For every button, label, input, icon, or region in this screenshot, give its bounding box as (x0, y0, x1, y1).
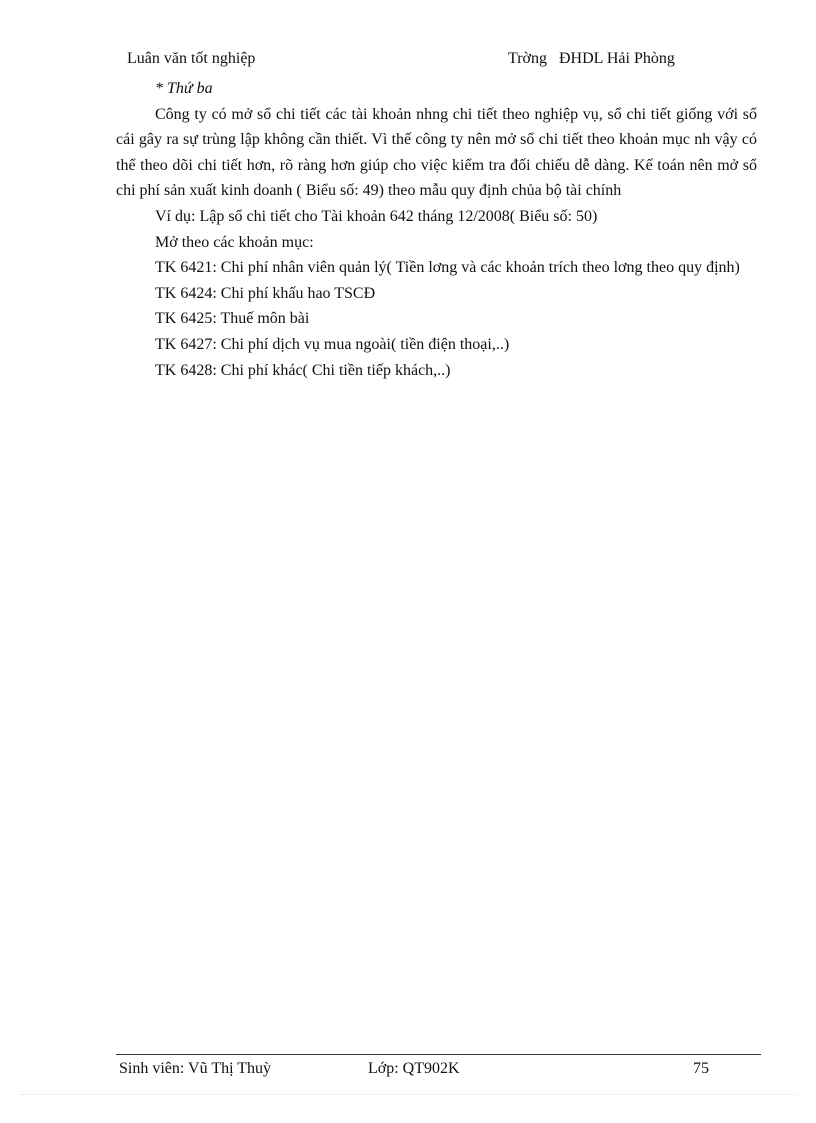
account-item: TK 6427: Chi phí dịch vụ mua ngoài( tiền điện thoại,..) (155, 335, 510, 353)
footer-class: Lớp: QT902K (368, 1060, 460, 1077)
account-item: TK 6424: Chi phí khấu hao TSCĐ (155, 284, 376, 302)
footer-divider (116, 1054, 761, 1055)
page-header-left: Luân văn tốt nghiệp (127, 50, 256, 67)
account-item: TK 6428: Chi phí khác( Chi tiền tiếp khách,..) (155, 361, 451, 379)
footer-student-name: Sinh viên: Vũ Thị Thuỳ (119, 1060, 272, 1077)
document-body (116, 76, 757, 383)
account-item: TK 6425: Thuế môn bài (155, 310, 310, 328)
page-header-right: Trờng ĐHDL Hải Phòng (508, 50, 675, 67)
page-number: 75 (693, 1060, 709, 1077)
section-heading: * Thứ ba (155, 80, 213, 97)
account-item: TK 6421: Chi phí nhân viên quản lý( Tiền lơng và các khoản trích theo lơng theo quy định) (155, 259, 740, 277)
open-by-line: Mở theo các khoản mục: (155, 233, 314, 251)
example-line: Ví dụ: Lập sổ chi tiết cho Tài khoản 642 tháng 12/2008( Biểu số: 50) (155, 207, 598, 225)
paragraph-recommendation: Công ty có mở sổ chi tiết các tài khoản nhng chi tiết theo nghiệp vụ, sổ chi tiết giống với sổ cái gây ra sự trùng lập không cần thiết. Vì thế công ty nên mở sổ chi tiết theo khoản mục nh vậy có thể theo dõi chi tiết hơn, rõ ràng hơn giúp cho việc kiểm tra đối chiếu dễ dàng. Kế toán nên mở sổ chi phí sản xuất kinh doanh ( Biểu số: 49) theo mẫu quy định chủa bộ tài chính (116, 105, 757, 200)
page-bottom-edge (20, 1094, 796, 1095)
